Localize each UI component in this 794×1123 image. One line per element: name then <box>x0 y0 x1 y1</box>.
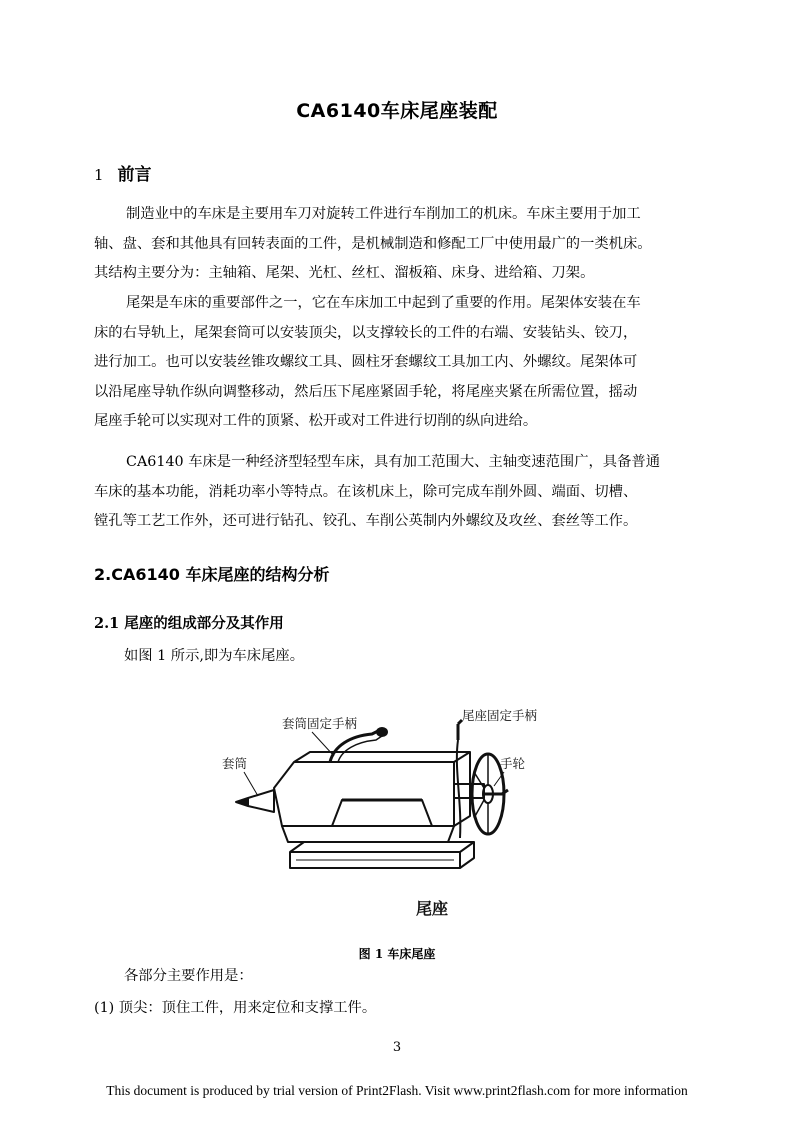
section-1-title: 前言 <box>117 165 152 185</box>
paragraph-line: 以沿尾座导轨作纵向调整移动，然后压下尾座紧固手轮，将尾座夹紧在所需位置，摇动 <box>94 383 638 400</box>
tailstock-figure <box>222 700 572 930</box>
section-1-number: 1 <box>94 166 104 184</box>
section-1-heading <box>94 160 152 185</box>
label-tailstock-handle: 尾座固定手柄 <box>462 708 538 723</box>
paragraph-line: 进行加工。也可以安装丝锥攻螺纹工具、圆柱牙套螺纹工具加工内、外螺纹。尾架体可 <box>94 354 638 370</box>
label-sleeve: 套筒 <box>222 756 248 771</box>
figure-caption: 图 1 车床尾座 <box>358 947 436 961</box>
tailstock-drawing <box>222 700 572 930</box>
figure-intro: 如图 1 所示,即为车床尾座。 <box>124 648 304 664</box>
section-2-1-heading: 2.1 尾座的组成部分及其作用 <box>94 615 284 632</box>
paragraph-2 <box>94 289 702 437</box>
paragraph-1 <box>94 200 702 289</box>
label-sleeve-handle: 套筒固定手柄 <box>282 716 358 731</box>
paragraph-3 <box>94 448 702 537</box>
paragraph-line: 车床的基本功能，消耗功率小等特点。在该机床上，除可完成车削外圆、端面、切槽、 <box>94 483 638 500</box>
figure-name: 尾座 <box>416 899 449 918</box>
paragraph-line: 轴、盘、套和其他具有回转表面的工件，是机械制造和修配工厂中使用最广的一类机床。 <box>94 235 652 252</box>
label-handwheel: 手轮 <box>500 756 526 771</box>
paragraph-line: 镗孔等工艺工作外，还可进行钻孔、铰孔、车削公英制内外螺纹及攻丝、套丝等工作。 <box>94 513 638 529</box>
paragraph-line: 床的右导轨上，尾架套筒可以安装顶尖，以支撑较长的工件的右端、安装钻头、铰刀， <box>94 324 638 341</box>
section-2-heading: 2.CA6140 车床尾座的结构分析 <box>94 565 330 584</box>
page-title: CA6140车床尾座装配 <box>296 100 498 122</box>
paragraph-line: 尾架是车床的重要部件之一，它在车床加工中起到了重要的作用。尾架体安装在车 <box>126 295 641 311</box>
page-number: 3 <box>392 1040 402 1055</box>
trial-footer: This document is produced by trial version of Print2Flash. Visit www.print2flash.com for more information <box>106 1083 688 1098</box>
parts-intro: 各部分主要作用是： <box>124 968 253 984</box>
paragraph-line: 其结构主要分为：主轴箱、尾架、光杠、丝杠、溜板箱、床身、进给箱、刀架。 <box>94 265 595 281</box>
paragraph-line: 制造业中的车床是主要用车刀对旋转工件进行车削加工的机床。车床主要用于加工 <box>126 206 641 222</box>
paragraph-line: 尾座手轮可以实现对工件的顶紧、松开或对工件进行切削的纵向进给。 <box>94 413 538 429</box>
paragraph-line: CA6140 车床是一种经济型轻型车床，具有加工范围大、主轴变速范围广，具备普通 <box>126 454 660 470</box>
list-item-1: (1) 顶尖：顶住工件，用来定位和支撑工件。 <box>94 1000 377 1016</box>
